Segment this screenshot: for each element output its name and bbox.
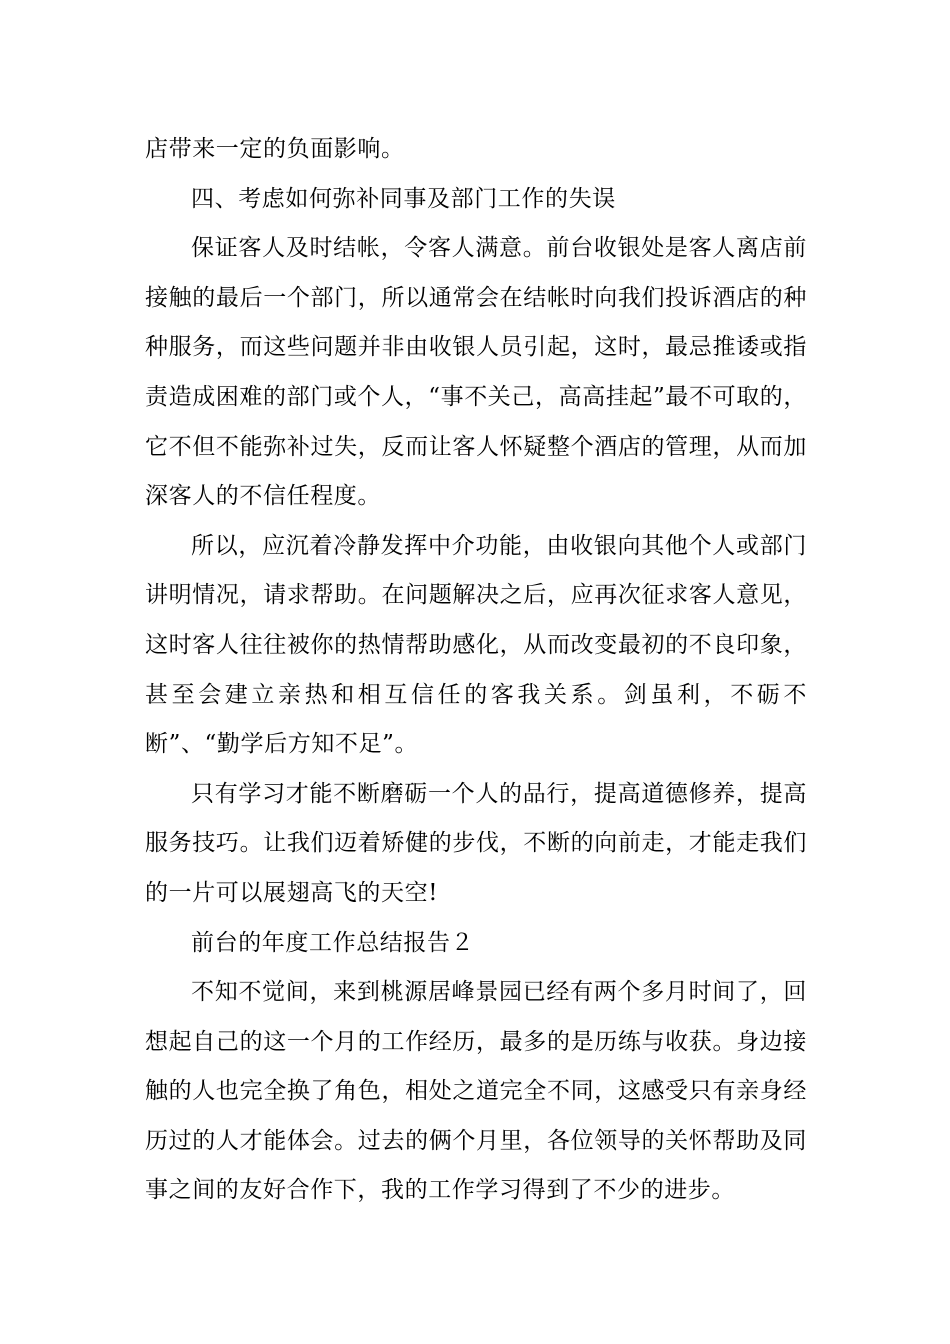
paragraph: 只有学习才能不断磨砺一个人的品行，提高道德修养，提高服务技巧。让我们迈着矫健的步伐，不断的向前走，才能走我们的一片可以展翅高飞的天空!	[145, 780, 807, 906]
paragraph: 不知不觉间，来到桃源居峰景园已经有两个多月时间了，回想起自己的这一个月的工作经历，最多的是历练与收获。身边接触的人也完全换了角色，相处之道完全不同，这感受只有亲身经历过的人才能体会。过去的俩个月里，各位领导的关怀帮助及同事之间的友好合作下，我的工作学习得到了不少的进步。	[145, 979, 807, 1204]
document-body	[145, 125, 807, 1216]
section-heading: 四、考虑如何弥补同事及部门工作的失误	[191, 185, 616, 212]
report-title: 前台的年度工作总结报告２	[191, 929, 475, 956]
paragraph: 所以，应沉着冷静发挥中介功能，由收银向其他个人或部门讲明情况，请求帮助。在问题解决之后，应再次征求客人意见，这时客人往往被你的热情帮助感化，从而改变最初的不良印象，甚至会建立亲热和相互信任的客我关系。剑虽利，不砺不断”、“勤学后方知不足”。	[145, 532, 807, 758]
paragraph-continuation: 店带来一定的负面影响。	[145, 136, 405, 162]
paragraph: 保证客人及时结帐，令客人满意。前台收银处是客人离店前接触的最后一个部门，所以通常会在结帐时向我们投诉酒店的种种服务，而这些问题并非由收银人员引起，这时，最忌推诿或指责造成困难的部门或个人，“事不关己，高高挂起”最不可取的，它不但不能弥补过失，反而让客人怀疑整个酒店的管理，从而加深客人的不信任程度。	[145, 235, 807, 510]
